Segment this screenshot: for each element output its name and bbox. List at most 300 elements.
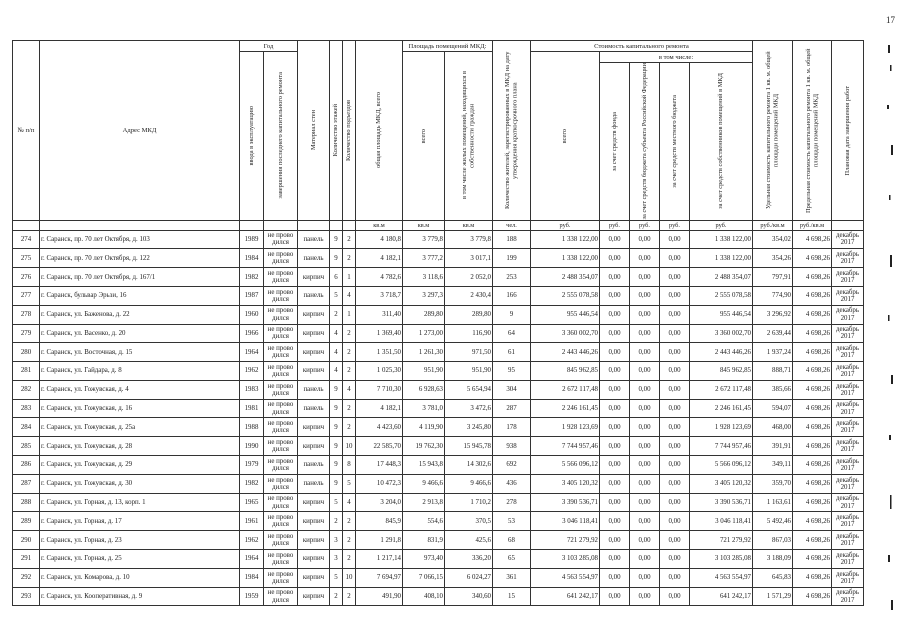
cell-entrances: 2: [343, 512, 356, 531]
cell-address: г. Саранск, пр. 70 лет Октября, д. 103: [40, 230, 240, 249]
cell-row-number: 291: [13, 550, 40, 569]
cell-cost-fund: 0,00: [600, 268, 630, 287]
cell-cost-subject: 0,00: [630, 380, 660, 399]
cell-total-area: 1 369,40: [356, 324, 403, 343]
cell-max-cost: 4 698,26: [793, 324, 832, 343]
cell-year-commission: 1982: [240, 268, 264, 287]
cell-year-commission: 1959: [240, 587, 264, 606]
table-row: [13, 230, 864, 249]
cell-cost-subject: 0,00: [630, 493, 660, 512]
table-row: [13, 399, 864, 418]
cell-year-commission: 1989: [240, 230, 264, 249]
cell-entrances: 2: [343, 324, 356, 343]
cell-cost-total: 955 446,54: [531, 305, 600, 324]
unit-cell: руб./кв.м: [753, 220, 793, 230]
cell-residents: 53: [493, 512, 531, 531]
cell-year-commission: 1961: [240, 512, 264, 531]
unit-cell: руб.: [660, 220, 690, 230]
cell-total-area: 22 585,70: [356, 437, 403, 456]
cell-deadline: декабрь 2017: [832, 568, 864, 587]
cell-total-area: 4 182,1: [356, 399, 403, 418]
cell-floors: 9: [330, 249, 343, 268]
cell-entrances: 2: [343, 230, 356, 249]
cell-max-cost: 4 698,26: [793, 230, 832, 249]
cell-floors: 5: [330, 493, 343, 512]
cell-area-total: 3 781,0: [403, 399, 445, 418]
cell-max-cost: 4 698,26: [793, 550, 832, 569]
cell-entrances: 2: [343, 249, 356, 268]
cell-address: г. Саранск, пр. 70 лет Октября, д. 167/1: [40, 268, 240, 287]
table-row: [13, 531, 864, 550]
cell-year-last-repair: не прово дился: [264, 474, 298, 493]
cell-address: г. Саранск, ул. Гожувская, д. 4: [40, 380, 240, 399]
unit-cell: руб./кв.м: [793, 220, 832, 230]
cell-row-number: 285: [13, 437, 40, 456]
cell-year-commission: 1962: [240, 531, 264, 550]
cell-residents: 64: [493, 324, 531, 343]
cell-row-number: 282: [13, 380, 40, 399]
table-row: [13, 587, 864, 606]
cell-floors: 4: [330, 343, 343, 362]
cell-unit-cost: 354,26: [753, 249, 793, 268]
cell-max-cost: 4 698,26: [793, 305, 832, 324]
cell-cost-subject: 0,00: [630, 249, 660, 268]
cell-cost-owners: 3 390 536,71: [690, 493, 753, 512]
cell-deadline: декабрь 2017: [832, 474, 864, 493]
cell-residents: 304: [493, 380, 531, 399]
cell-cost-owners: 4 563 554,97: [690, 568, 753, 587]
cell-deadline: декабрь 2017: [832, 418, 864, 437]
cell-cost-total: 2 246 161,45: [531, 399, 600, 418]
cell-unit-cost: 774,90: [753, 286, 793, 305]
cell-deadline: декабрь 2017: [832, 343, 864, 362]
cell-residents: 199: [493, 249, 531, 268]
cell-wall-material: кирпич: [298, 362, 330, 381]
table-row: [13, 418, 864, 437]
cell-cost-total: 1 338 122,00: [531, 230, 600, 249]
cell-row-number: 293: [13, 587, 40, 606]
cell-unit-cost: 468,00: [753, 418, 793, 437]
cell-cost-local: 0,00: [660, 456, 690, 475]
cell-address: г. Саранск, ул. Гожувская, д. 25а: [40, 418, 240, 437]
cell-cost-owners: 721 279,92: [690, 531, 753, 550]
cell-wall-material: панель: [298, 474, 330, 493]
cell-year-commission: 1990: [240, 437, 264, 456]
cell-unit-cost: 3 188,09: [753, 550, 793, 569]
cell-residents: 65: [493, 550, 531, 569]
header-floors: Количество этажей: [330, 41, 343, 221]
cell-cost-local: 0,00: [660, 418, 690, 437]
cell-year-commission: 1982: [240, 474, 264, 493]
cell-row-number: 284: [13, 418, 40, 437]
header-wall: Материал стен: [298, 41, 330, 221]
header-deadline: Плановая дата завершения работ: [832, 41, 864, 221]
cell-residents: 68: [493, 531, 531, 550]
units-row: [13, 220, 864, 230]
cell-area-total: 554,6: [403, 512, 445, 531]
cell-area-citizens: 3 472,6: [445, 399, 493, 418]
cell-area-citizens: 2 052,0: [445, 268, 493, 287]
cell-max-cost: 4 698,26: [793, 437, 832, 456]
cell-cost-total: 3 103 285,08: [531, 550, 600, 569]
cell-address: г. Саранск, ул. Горная, д. 23: [40, 531, 240, 550]
cell-wall-material: кирпич: [298, 493, 330, 512]
cell-cost-fund: 0,00: [600, 230, 630, 249]
cell-cost-fund: 0,00: [600, 249, 630, 268]
cell-total-area: 491,90: [356, 587, 403, 606]
cell-year-last-repair: не прово дился: [264, 305, 298, 324]
table-row: [13, 305, 864, 324]
cell-cost-subject: 0,00: [630, 399, 660, 418]
cell-area-citizens: 971,50: [445, 343, 493, 362]
cell-year-commission: 1966: [240, 324, 264, 343]
unit-cell: руб.: [531, 220, 600, 230]
cell-residents: 9: [493, 305, 531, 324]
header-year-commission: ввода в эксплуатацию: [240, 52, 264, 221]
cell-row-number: 286: [13, 456, 40, 475]
table-row: [13, 362, 864, 381]
cell-address: г. Саранск, ул. Восточная, д. 15: [40, 343, 240, 362]
cell-residents: 361: [493, 568, 531, 587]
repair-plan-table: [12, 40, 864, 606]
cell-cost-local: 0,00: [660, 286, 690, 305]
cell-area-citizens: 951,90: [445, 362, 493, 381]
cell-cost-owners: 1 338 122,00: [690, 249, 753, 268]
cell-area-citizens: 116,90: [445, 324, 493, 343]
cell-cost-subject: 0,00: [630, 456, 660, 475]
table-row: [13, 286, 864, 305]
cell-year-commission: 1960: [240, 305, 264, 324]
cell-year-last-repair: не прово дился: [264, 531, 298, 550]
header-residents: Количество жителей, зарегистрированных в МКД на дату утверждения краткосрочного плана: [493, 41, 531, 221]
cell-cost-owners: 1 338 122,00: [690, 230, 753, 249]
cell-deadline: декабрь 2017: [832, 380, 864, 399]
table-row: [13, 474, 864, 493]
cell-year-last-repair: не прово дился: [264, 456, 298, 475]
cell-floors: 2: [330, 512, 343, 531]
cell-total-area: 7 694,97: [356, 568, 403, 587]
cell-cost-local: 0,00: [660, 343, 690, 362]
cell-total-area: 4 180,8: [356, 230, 403, 249]
cell-cost-subject: 0,00: [630, 587, 660, 606]
cell-row-number: 288: [13, 493, 40, 512]
cell-wall-material: кирпич: [298, 568, 330, 587]
cell-unit-cost: 359,70: [753, 474, 793, 493]
cell-cost-owners: 3 046 118,41: [690, 512, 753, 531]
cell-area-total: 289,80: [403, 305, 445, 324]
cell-address: г. Саранск, ул. Гайдара, д. 8: [40, 362, 240, 381]
cell-unit-cost: 867,03: [753, 531, 793, 550]
cell-area-total: 19 762,30: [403, 437, 445, 456]
cell-row-number: 278: [13, 305, 40, 324]
cell-year-commission: 1964: [240, 550, 264, 569]
cell-area-total: 9 466,6: [403, 474, 445, 493]
cell-residents: 188: [493, 230, 531, 249]
cell-wall-material: кирпич: [298, 343, 330, 362]
cell-total-area: 4 423,60: [356, 418, 403, 437]
cell-area-total: 3 779,8: [403, 230, 445, 249]
cell-cost-owners: 845 962,85: [690, 362, 753, 381]
cell-cost-subject: 0,00: [630, 343, 660, 362]
header-num: № п/п: [13, 41, 40, 221]
cell-cost-total: 2 443 446,26: [531, 343, 600, 362]
header-entrances: Количество подъездов: [343, 41, 356, 221]
cell-cost-owners: 3 360 002,70: [690, 324, 753, 343]
cell-row-number: 287: [13, 474, 40, 493]
cell-address: г. Саранск, ул. Горная, д. 13, корп. 1: [40, 493, 240, 512]
cell-year-last-repair: не прово дился: [264, 568, 298, 587]
cell-area-total: 3 297,3: [403, 286, 445, 305]
cell-wall-material: панель: [298, 286, 330, 305]
cell-total-area: 3 204,0: [356, 493, 403, 512]
cell-entrances: 4: [343, 286, 356, 305]
cell-year-commission: 1984: [240, 249, 264, 268]
cell-cost-subject: 0,00: [630, 286, 660, 305]
unit-cell: кв.м: [403, 220, 445, 230]
cell-cost-fund: 0,00: [600, 568, 630, 587]
cell-cost-local: 0,00: [660, 512, 690, 531]
cell-residents: 178: [493, 418, 531, 437]
cell-cost-fund: 0,00: [600, 493, 630, 512]
cell-cost-fund: 0,00: [600, 550, 630, 569]
cell-year-commission: 1988: [240, 418, 264, 437]
cell-floors: 9: [330, 474, 343, 493]
cell-floors: 5: [330, 568, 343, 587]
cell-max-cost: 4 698,26: [793, 531, 832, 550]
cell-unit-cost: 385,66: [753, 380, 793, 399]
cell-cost-local: 0,00: [660, 587, 690, 606]
cell-total-area: 4 182,1: [356, 249, 403, 268]
cell-cost-fund: 0,00: [600, 456, 630, 475]
cell-wall-material: панель: [298, 230, 330, 249]
cell-floors: 3: [330, 550, 343, 569]
cell-cost-fund: 0,00: [600, 437, 630, 456]
cell-cost-local: 0,00: [660, 399, 690, 418]
page-number: 17: [886, 15, 895, 25]
cell-max-cost: 4 698,26: [793, 493, 832, 512]
cell-deadline: декабрь 2017: [832, 362, 864, 381]
cell-address: г. Саранск, бульвар Эрьзи, 16: [40, 286, 240, 305]
cell-floors: 2: [330, 305, 343, 324]
cell-floors: 2: [330, 587, 343, 606]
cell-residents: 95: [493, 362, 531, 381]
cell-year-commission: 1987: [240, 286, 264, 305]
cell-residents: 166: [493, 286, 531, 305]
cell-area-total: 2 913,8: [403, 493, 445, 512]
cell-deadline: декабрь 2017: [832, 324, 864, 343]
cell-address: г. Саранск, ул. Васенко, д. 20: [40, 324, 240, 343]
cell-cost-total: 3 390 536,71: [531, 493, 600, 512]
cell-wall-material: кирпич: [298, 531, 330, 550]
table-row: [13, 268, 864, 287]
cell-year-commission: 1979: [240, 456, 264, 475]
cell-cost-local: 0,00: [660, 268, 690, 287]
cell-unit-cost: 1 571,29: [753, 587, 793, 606]
cell-cost-total: 3 405 120,32: [531, 474, 600, 493]
cell-address: г. Саранск, ул. Комарова, д. 10: [40, 568, 240, 587]
cell-residents: 287: [493, 399, 531, 418]
cell-cost-total: 1 338 122,00: [531, 249, 600, 268]
cell-cost-local: 0,00: [660, 380, 690, 399]
cell-deadline: декабрь 2017: [832, 456, 864, 475]
cell-cost-subject: 0,00: [630, 324, 660, 343]
cell-floors: 9: [330, 418, 343, 437]
cell-cost-subject: 0,00: [630, 362, 660, 381]
cell-total-area: 10 472,3: [356, 474, 403, 493]
cell-year-last-repair: не прово дился: [264, 437, 298, 456]
table-row: [13, 550, 864, 569]
cell-entrances: 1: [343, 305, 356, 324]
cell-total-area: 4 782,6: [356, 268, 403, 287]
cell-area-total: 831,9: [403, 531, 445, 550]
cell-cost-owners: 641 242,17: [690, 587, 753, 606]
cell-address: г. Саранск, ул. Гожувская, д. 16: [40, 399, 240, 418]
cell-unit-cost: 349,11: [753, 456, 793, 475]
cell-entrances: 2: [343, 531, 356, 550]
unit-cell: кв.м: [356, 220, 403, 230]
cell-cost-total: 2 555 078,58: [531, 286, 600, 305]
cell-year-last-repair: не прово дился: [264, 249, 298, 268]
cell-wall-material: кирпич: [298, 305, 330, 324]
cell-wall-material: панель: [298, 456, 330, 475]
cell-area-citizens: 289,80: [445, 305, 493, 324]
cell-wall-material: панель: [298, 399, 330, 418]
header-cost-subject: за счет средств бюджета субъекта Российской Федерации: [630, 63, 660, 221]
header-cost-group: Стоимость капитального ремонта: [531, 41, 753, 52]
cell-total-area: 311,40: [356, 305, 403, 324]
cell-deadline: декабрь 2017: [832, 305, 864, 324]
cell-cost-owners: 2 672 117,48: [690, 380, 753, 399]
cell-year-last-repair: не прово дился: [264, 587, 298, 606]
cell-cost-local: 0,00: [660, 305, 690, 324]
cell-unit-cost: 888,71: [753, 362, 793, 381]
cell-cost-fund: 0,00: [600, 362, 630, 381]
table-body: [13, 230, 864, 606]
cell-floors: 9: [330, 380, 343, 399]
cell-residents: 253: [493, 268, 531, 287]
cell-deadline: декабрь 2017: [832, 437, 864, 456]
cell-cost-fund: 0,00: [600, 474, 630, 493]
cell-row-number: 274: [13, 230, 40, 249]
cell-cost-subject: 0,00: [630, 474, 660, 493]
table-row: [13, 324, 864, 343]
cell-cost-total: 721 279,92: [531, 531, 600, 550]
header-total-area: общая площадь МКД, всего: [356, 41, 403, 221]
cell-residents: 436: [493, 474, 531, 493]
cell-address: г. Саранск, ул. Гожувская, д. 29: [40, 456, 240, 475]
cell-floors: 9: [330, 230, 343, 249]
cell-area-citizens: 336,20: [445, 550, 493, 569]
cell-max-cost: 4 698,26: [793, 362, 832, 381]
cell-cost-owners: 955 446,54: [690, 305, 753, 324]
cell-entrances: 1: [343, 268, 356, 287]
cell-max-cost: 4 698,26: [793, 456, 832, 475]
cell-area-total: 4 119,90: [403, 418, 445, 437]
cell-residents: 278: [493, 493, 531, 512]
cell-cost-local: 0,00: [660, 249, 690, 268]
cell-wall-material: кирпич: [298, 418, 330, 437]
cell-total-area: 1 025,30: [356, 362, 403, 381]
header-address: Адрес МКД: [40, 41, 240, 221]
cell-area-total: 1 261,30: [403, 343, 445, 362]
cell-cost-total: 4 563 554,97: [531, 568, 600, 587]
cell-floors: 9: [330, 456, 343, 475]
unit-cell: руб.: [630, 220, 660, 230]
cell-area-citizens: 2 430,4: [445, 286, 493, 305]
cell-total-area: 845,9: [356, 512, 403, 531]
cell-max-cost: 4 698,26: [793, 587, 832, 606]
cell-entrances: 4: [343, 380, 356, 399]
cell-row-number: 275: [13, 249, 40, 268]
cell-cost-subject: 0,00: [630, 512, 660, 531]
cell-unit-cost: 1 163,61: [753, 493, 793, 512]
table-row: [13, 437, 864, 456]
cell-max-cost: 4 698,26: [793, 568, 832, 587]
cell-cost-total: 2 488 354,07: [531, 268, 600, 287]
cell-address: г. Саранск, ул. Баженова, д. 22: [40, 305, 240, 324]
cell-deadline: декабрь 2017: [832, 531, 864, 550]
cell-floors: 5: [330, 286, 343, 305]
cell-year-commission: 1965: [240, 493, 264, 512]
cell-year-last-repair: не прово дился: [264, 230, 298, 249]
cell-deadline: декабрь 2017: [832, 587, 864, 606]
cell-area-citizens: 3 779,8: [445, 230, 493, 249]
cell-cost-local: 0,00: [660, 437, 690, 456]
table-row: [13, 249, 864, 268]
cell-row-number: 277: [13, 286, 40, 305]
cell-row-number: 280: [13, 343, 40, 362]
cell-max-cost: 4 698,26: [793, 418, 832, 437]
cell-cost-subject: 0,00: [630, 437, 660, 456]
cell-row-number: 276: [13, 268, 40, 287]
table-row: [13, 380, 864, 399]
cell-cost-local: 0,00: [660, 493, 690, 512]
cell-floors: 6: [330, 268, 343, 287]
header-cost-total: всего: [531, 52, 600, 221]
cell-year-commission: 1962: [240, 362, 264, 381]
cell-cost-local: 0,00: [660, 362, 690, 381]
cell-row-number: 283: [13, 399, 40, 418]
cell-address: г. Саранск, ул. Горная, д. 17: [40, 512, 240, 531]
scan-edge-marks: [868, 25, 898, 625]
cell-total-area: 7 710,30: [356, 380, 403, 399]
cell-cost-subject: 0,00: [630, 230, 660, 249]
cell-cost-fund: 0,00: [600, 531, 630, 550]
cell-cost-total: 3 046 118,41: [531, 512, 600, 531]
cell-cost-local: 0,00: [660, 230, 690, 249]
cell-residents: 692: [493, 456, 531, 475]
cell-floors: 3: [330, 531, 343, 550]
cell-total-area: 1 351,50: [356, 343, 403, 362]
cell-year-last-repair: не прово дился: [264, 418, 298, 437]
cell-cost-subject: 0,00: [630, 550, 660, 569]
cell-wall-material: кирпич: [298, 324, 330, 343]
cell-cost-subject: 0,00: [630, 305, 660, 324]
cell-total-area: 3 718,7: [356, 286, 403, 305]
cell-entrances: 4: [343, 493, 356, 512]
cell-deadline: декабрь 2017: [832, 268, 864, 287]
cell-address: г. Саранск, ул. Кооперативная, д. 9: [40, 587, 240, 606]
cell-max-cost: 4 698,26: [793, 474, 832, 493]
header-cost-owners: за счет средств собственников помещений в МКД: [690, 63, 753, 221]
cell-total-area: 1 217,14: [356, 550, 403, 569]
cell-cost-owners: 7 744 957,46: [690, 437, 753, 456]
table-row: [13, 456, 864, 475]
cell-cost-total: 2 672 117,48: [531, 380, 600, 399]
cell-area-citizens: 370,5: [445, 512, 493, 531]
cell-wall-material: кирпич: [298, 587, 330, 606]
cell-row-number: 281: [13, 362, 40, 381]
